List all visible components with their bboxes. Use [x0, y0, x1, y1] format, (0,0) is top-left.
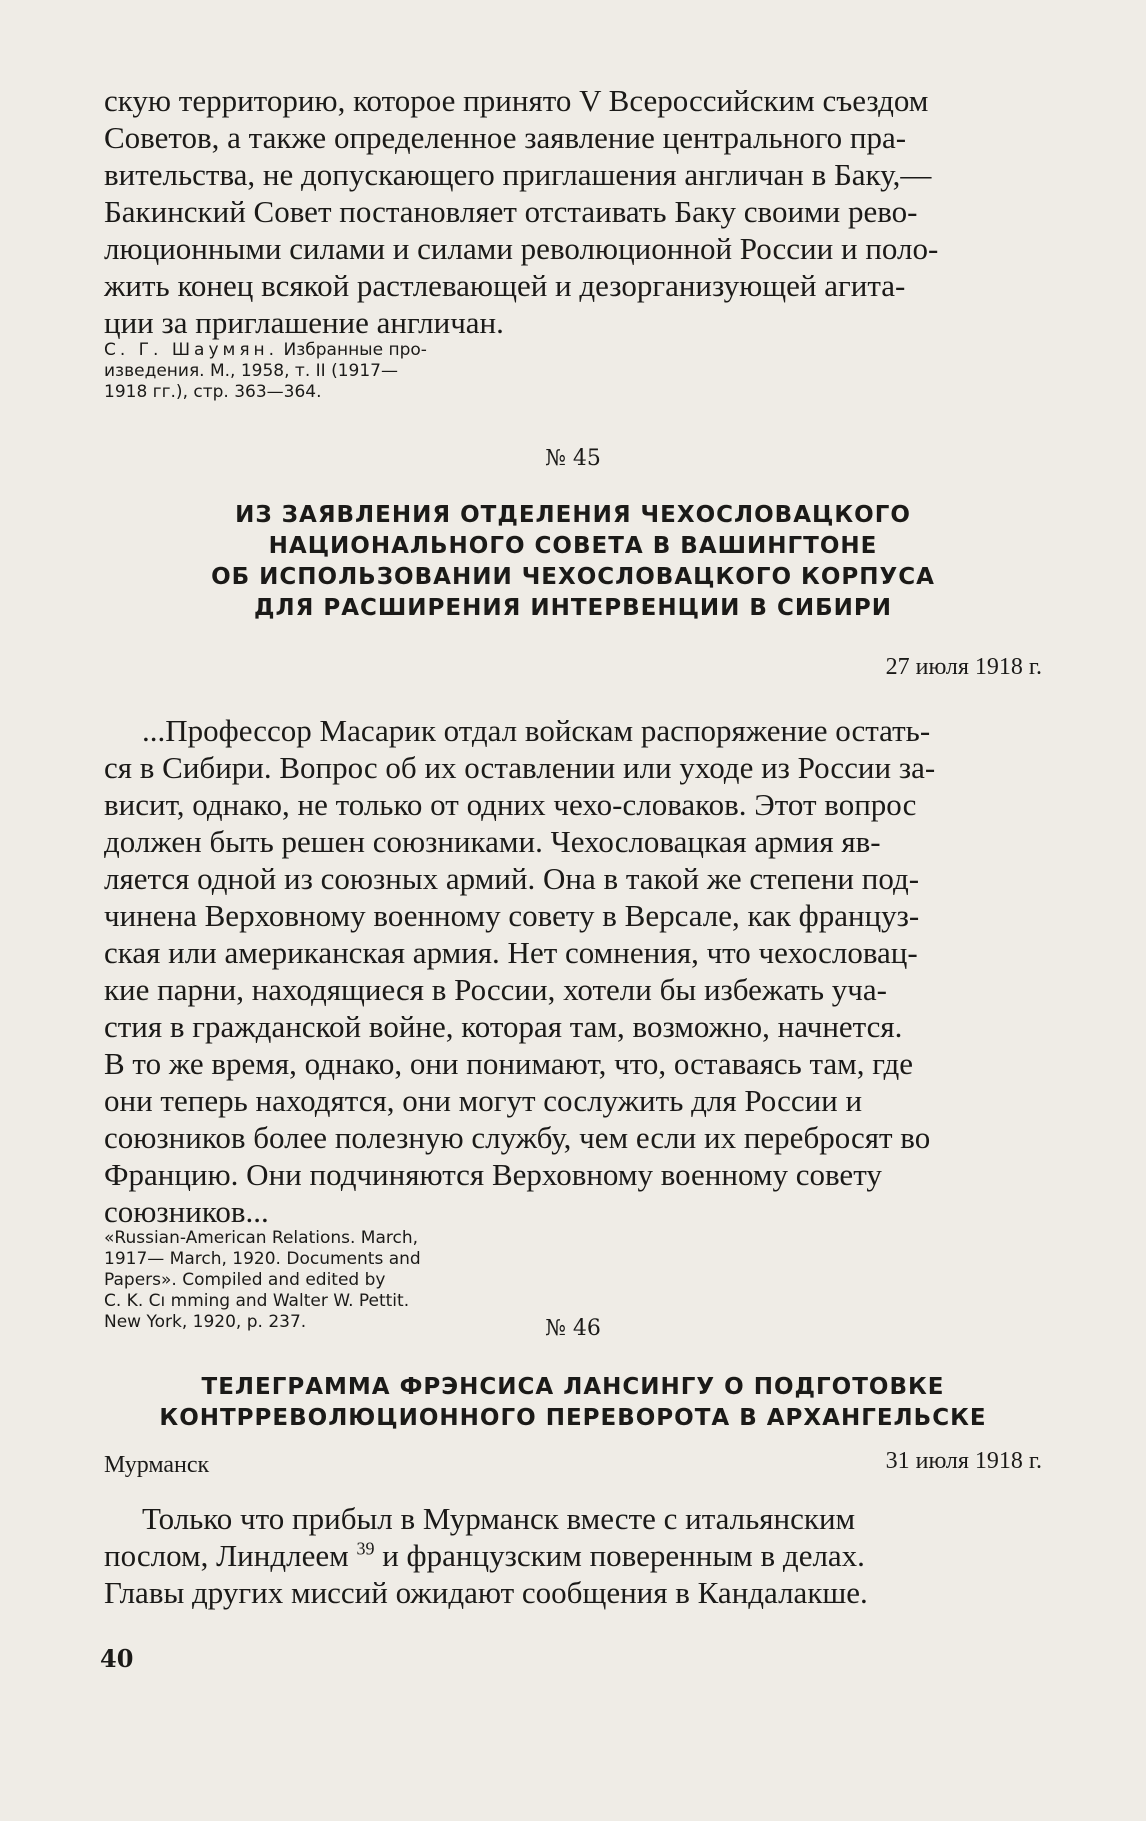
citation-line: изведения. М., 1958, т. II (1917—: [104, 361, 398, 381]
text-line: В то же время, однако, они понимают, что, оставаясь там, где: [104, 1046, 913, 1081]
text-line: чинена Верховному военному совету в Версале, как француз-: [104, 898, 920, 933]
citation-author: С. Г. Шаумян.: [104, 340, 279, 360]
page-number: 40: [100, 1644, 134, 1673]
title-line: ТЕЛЕГРАММА ФРЭНСИСА ЛАНСИНГУ О ПОДГОТОВКЕ: [201, 1374, 945, 1400]
title-line: ДЛЯ РАСШИРЕНИЯ ИНТЕРВЕНЦИИ В СИБИРИ: [254, 595, 892, 621]
text-line: Только что прибыл в Мурманск вместе с итальянским: [142, 1501, 856, 1536]
document-body-45: [104, 712, 1042, 1230]
document-place-46: Мурманск: [104, 1452, 210, 1478]
citation-line: 1917— March, 1920. Documents and: [104, 1249, 421, 1269]
continuation-paragraph: [104, 82, 1042, 341]
document-number-45: № 45: [545, 446, 601, 471]
title-line: КОНТРРЕВОЛЮЦИОННОГО ПЕРЕВОРОТА В АРХАНГЕЛЬСКЕ: [159, 1405, 987, 1431]
text-line: жить конец всякой растлевающей и дезорганизующей агита-: [104, 268, 906, 303]
title-line: ИЗ ЗАЯВЛЕНИЯ ОТДЕЛЕНИЯ ЧЕХОСЛОВАЦКОГО: [235, 502, 911, 528]
source-citation-shaumyan: [104, 340, 496, 403]
text-segment: и французским поверенным в делах.: [382, 1538, 865, 1573]
title-line: ОБ ИСПОЛЬЗОВАНИИ ЧЕХОСЛОВАЦКОГО КОРПУСА: [211, 564, 935, 590]
document-title-46: [150, 1372, 996, 1434]
text-line: скую территорию, которое принято V Всероссийским съездом: [104, 83, 929, 118]
text-line: кие парни, находящиеся в России, хотели бы избежать уча-: [104, 972, 887, 1007]
document-date-45: 27 июля 1918 г.: [885, 654, 1042, 680]
citation-line: [104, 340, 496, 361]
document-number-46: № 46: [545, 1316, 601, 1341]
text-line: ...Профессор Масарик отдал войскам распоряжение остать-: [142, 713, 931, 748]
text-line: ся в Сибири. Вопрос об их оставлении или уходе из России за-: [104, 750, 936, 785]
text-line: должен быть решен союзниками. Чехословацкая армия яв-: [104, 824, 881, 859]
text-line: союзников...: [104, 1194, 269, 1229]
text-line: вительства, не допускающего приглашения англичан в Баку,—: [104, 157, 932, 192]
document-date-46: 31 июля 1918 г.: [885, 1448, 1042, 1474]
text-line: люционными силами и силами революционной России и поло-: [104, 231, 939, 266]
citation-line: C. K. Cı mming and Walter W. Pettit.: [104, 1291, 410, 1311]
footnote-marker: 39: [356, 1538, 375, 1559]
citation-line: Papers». Compiled and edited by: [104, 1270, 386, 1290]
document-body-46: [104, 1500, 1042, 1611]
text-line: ская или американская армия. Нет сомнения, что чехословац-: [104, 935, 918, 970]
text-line: Бакинский Совет постановляет отстаивать Баку своими рево-: [104, 194, 918, 229]
citation-line: 1918 гг.), стр. 363—364.: [104, 382, 322, 402]
text-line: стия в гражданской войне, которая там, возможно, начнется.: [104, 1009, 903, 1044]
document-title-45: [150, 500, 996, 624]
citation-line: New York, 1920, p. 237.: [104, 1312, 307, 1332]
text-line: [104, 1537, 1042, 1574]
text-line: ляется одной из союзных армий. Она в такой же степени под-: [104, 861, 920, 896]
citation-text: Избранные про-: [283, 340, 427, 360]
text-line: Францию. Они подчиняются Верховному военному совету: [104, 1157, 882, 1192]
text-line: Главы других миссий ожидают сообщения в Кандалакше.: [104, 1575, 868, 1610]
text-line: ции за приглашение англичан.: [104, 305, 504, 340]
text-line: они теперь находятся, они могут сослужить для России и: [104, 1083, 863, 1118]
title-line: НАЦИОНАЛЬНОГО СОВЕТА В ВАШИНГТОНЕ: [268, 533, 878, 559]
text-segment: послом, Линдлеем: [104, 1538, 349, 1573]
text-line: висит, однако, не только от одних чехо-словаков. Этот вопрос: [104, 787, 917, 822]
text-line: союзников более полезную службу, чем если их перебросят во: [104, 1120, 931, 1155]
citation-line: «Russian-American Relations. March,: [104, 1228, 419, 1248]
text-line: Советов, а также определенное заявление центрального пра-: [104, 120, 907, 155]
